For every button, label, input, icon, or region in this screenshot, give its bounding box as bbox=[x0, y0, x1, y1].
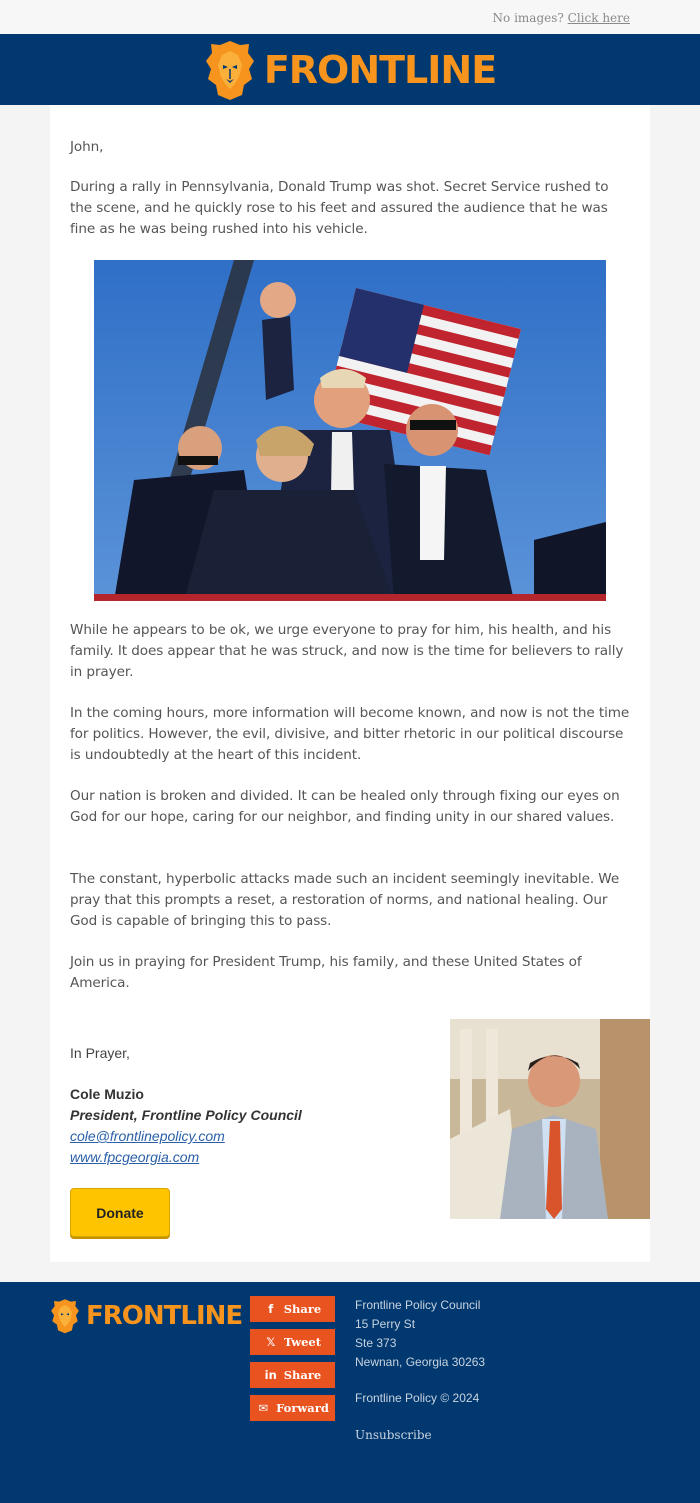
social-label: Share bbox=[283, 1368, 322, 1382]
website-link[interactable]: www.fpcgeorgia.com bbox=[70, 1149, 200, 1165]
paragraph-4: Our nation is broken and divided. It can be healed only through fixing our eyes on God for our hope, caring for our neighbor, and finding unity in our shared values. bbox=[70, 788, 620, 825]
signer-name: Cole Muzio bbox=[70, 1086, 144, 1102]
mail-icon: ✉ bbox=[258, 1401, 268, 1415]
paragraph-3: In the coming hours, more information will become known, and now is not the time for politics. However, the evil, divisive, and bitter rhetoric in our political discourse is undoubtedly at the heart of this incident. bbox=[70, 705, 630, 763]
signer-title: President, Frontline Policy Council bbox=[70, 1107, 302, 1123]
address-line: Ste 373 bbox=[355, 1336, 397, 1350]
lion-logo-icon bbox=[204, 39, 256, 101]
paragraph-6: Join us in praying for President Trump, his family, and these United States of America. bbox=[70, 954, 582, 991]
address-line: 15 Perry St bbox=[355, 1317, 416, 1331]
address-line: Frontline Policy Council bbox=[355, 1298, 481, 1312]
social-label: Tweet bbox=[283, 1335, 322, 1349]
facebook-icon: f bbox=[268, 1302, 274, 1316]
preheader-text: No images? bbox=[492, 11, 564, 25]
address-line: Newnan, Georgia 30263 bbox=[355, 1355, 486, 1369]
x-tweet-button[interactable] bbox=[250, 1329, 335, 1355]
email-link[interactable]: cole@frontlinepolicy.com bbox=[70, 1128, 225, 1144]
paragraph-5: The constant, hyperbolic attacks made such an incident seemingly inevitable. We pray that this prompts a reset, a restoration of norms, and national healing. Our God is capable of bringing this to pass. bbox=[70, 871, 620, 929]
email-body bbox=[50, 105, 650, 1262]
copyright: Frontline Policy © 2024 bbox=[355, 1391, 480, 1405]
header-banner bbox=[0, 34, 700, 105]
org-address bbox=[355, 1296, 485, 1372]
linkedin-icon: in bbox=[264, 1368, 277, 1382]
footer-wordmark: FRONTLINE bbox=[86, 1301, 243, 1331]
brand-wordmark: FRONTLINE bbox=[263, 47, 497, 92]
social-label: Forward bbox=[276, 1401, 329, 1415]
footer-logo bbox=[50, 1298, 242, 1334]
brand-logo bbox=[204, 39, 496, 101]
view-in-browser-link[interactable]: Click here bbox=[567, 11, 630, 25]
social-label: Share bbox=[283, 1302, 322, 1316]
signoff: In Prayer, bbox=[70, 1045, 130, 1061]
forward-email-button[interactable] bbox=[250, 1395, 335, 1421]
linkedin-share-button[interactable] bbox=[250, 1362, 335, 1388]
facebook-share-button[interactable] bbox=[250, 1296, 335, 1322]
rally-photo bbox=[94, 260, 606, 601]
paragraph-1: During a rally in Pennsylvania, Donald Trump was shot. Secret Service rushed to the scene, and he quickly rose to his feet and assured the audience that he was fine as he was being rushed into his vehicle. bbox=[70, 179, 609, 237]
lion-logo-icon bbox=[50, 1298, 80, 1334]
x-icon: 𝕏 bbox=[266, 1335, 276, 1349]
donate-button[interactable]: Donate bbox=[70, 1188, 170, 1237]
greeting: John, bbox=[70, 139, 104, 155]
signer-portrait bbox=[450, 1019, 650, 1219]
unsubscribe-link[interactable]: Unsubscribe bbox=[355, 1428, 432, 1442]
preheader bbox=[0, 0, 700, 34]
footer bbox=[0, 1282, 700, 1503]
paragraph-2: While he appears to be ok, we urge everyone to pray for him, his health, and his family. It does appear that he was struck, and now is the time for believers to rally in prayer. bbox=[70, 622, 624, 680]
